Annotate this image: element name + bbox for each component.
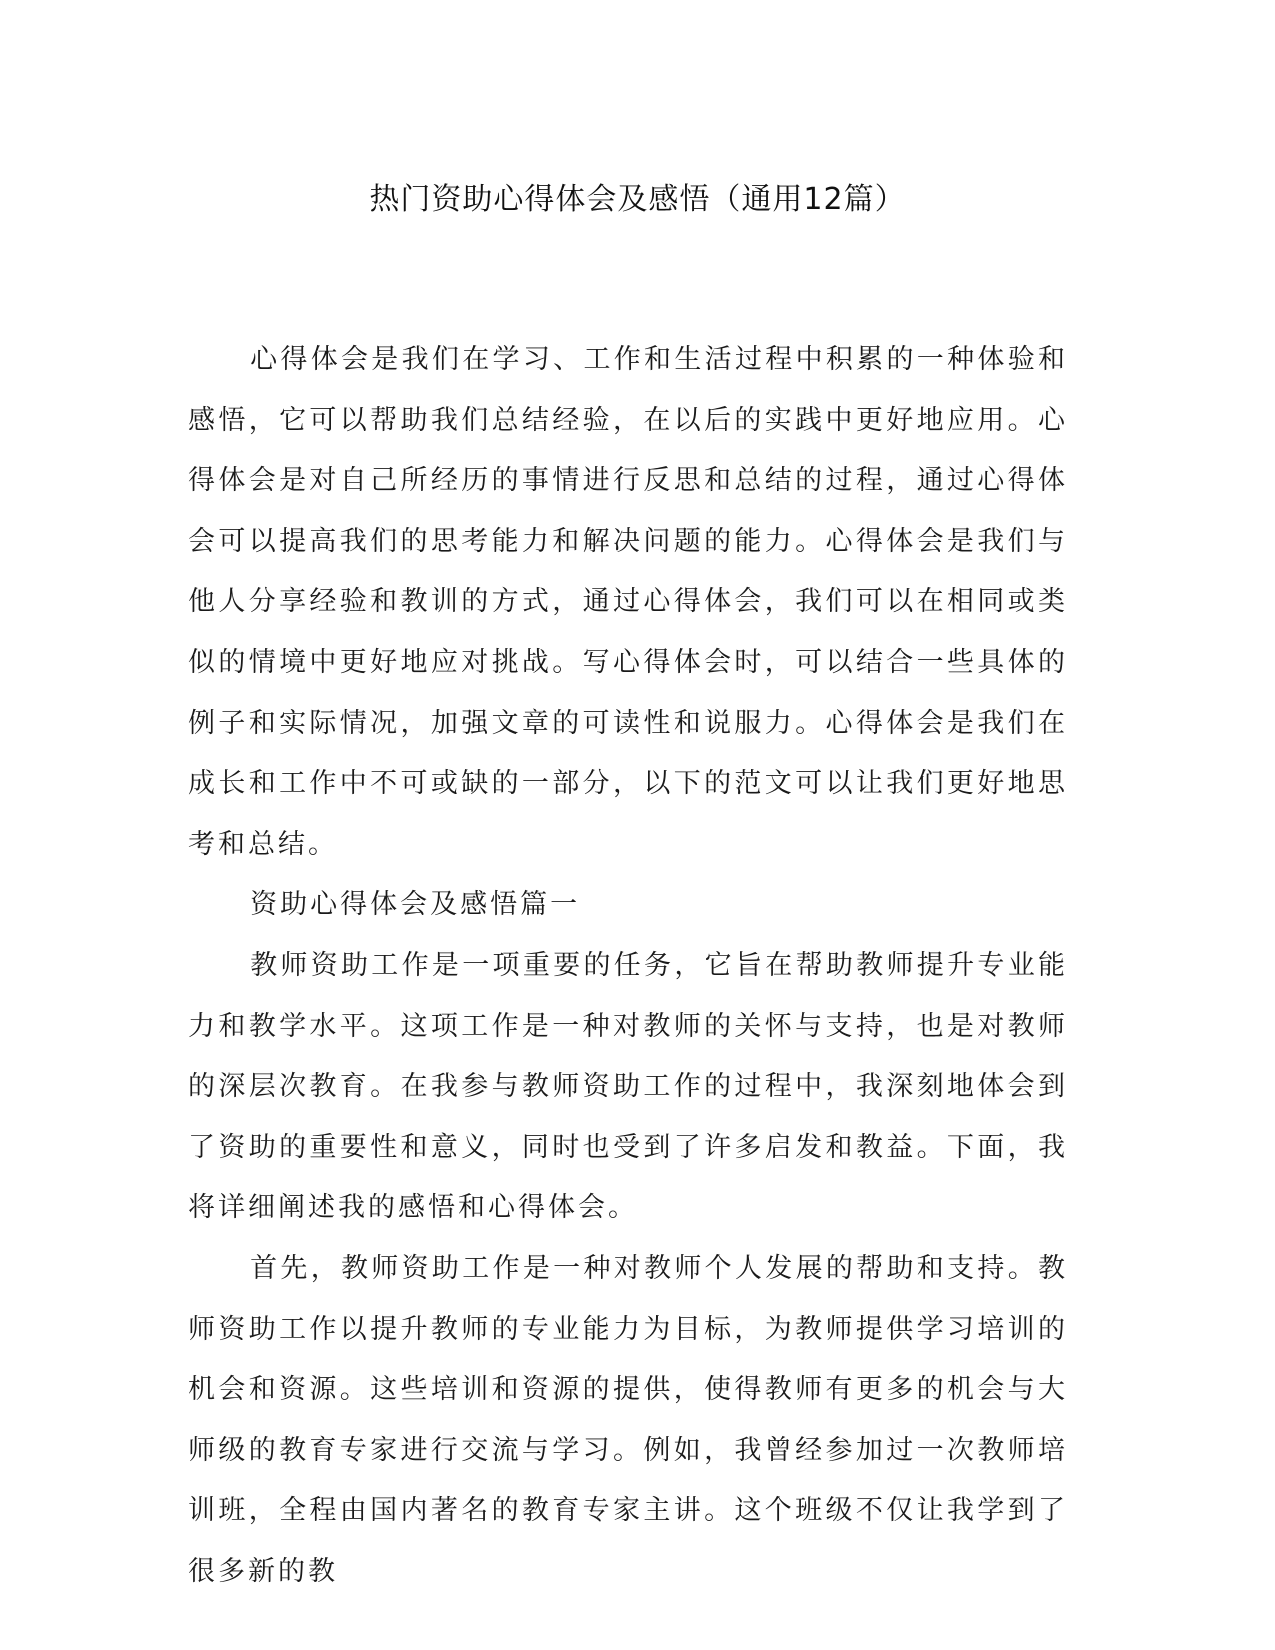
section-heading: 资助心得体会及感悟篇一 <box>250 889 581 921</box>
document-title: 热门资助心得体会及感悟（通用12篇） <box>369 182 906 217</box>
document-body <box>188 330 1068 1602</box>
body-paragraph-1: 教师资助工作是一项重要的任务，它旨在帮助教师提升专业能力和教学水平。这项工作是一种对教师的关怀与支持，也是对教师的深层次教育。在我参与教师资助工作的过程中，我深刻地体会到了资助的重要性和意义，同时也受到了许多启发和教益。下面，我将详细阐述我的感悟和心得体会。 <box>188 949 1068 1224</box>
body-paragraph-2: 首先，教师资助工作是一种对教师个人发展的帮助和支持。教师资助工作以提升教师的专业能力为目标，为教师提供学习培训的机会和资源。这些培训和资源的提供，使得教师有更多的机会与大师级的教育专家进行交流与学习。例如，我曾经参加过一次教师培训班，全程由国内著名的教育专家主讲。这个班级不仅让我学到了很多新的教 <box>188 1252 1068 1587</box>
intro-paragraph: 心得体会是我们在学习、工作和生活过程中积累的一种体验和感悟，它可以帮助我们总结经验，在以后的实践中更好地应用。心得体会是对自己所经历的事情进行反思和总结的过程，通过心得体会可以提高我们的思考能力和解决问题的能力。心得体会是我们与他人分享经验和教训的方式，通过心得体会，我们可以在相同或类似的情境中更好地应对挑战。写心得体会时，可以结合一些具体的例子和实际情况，加强文章的可读性和说服力。心得体会是我们在成长和工作中不可或缺的一部分，以下的范文可以让我们更好地思考和总结。 <box>188 344 1068 860</box>
